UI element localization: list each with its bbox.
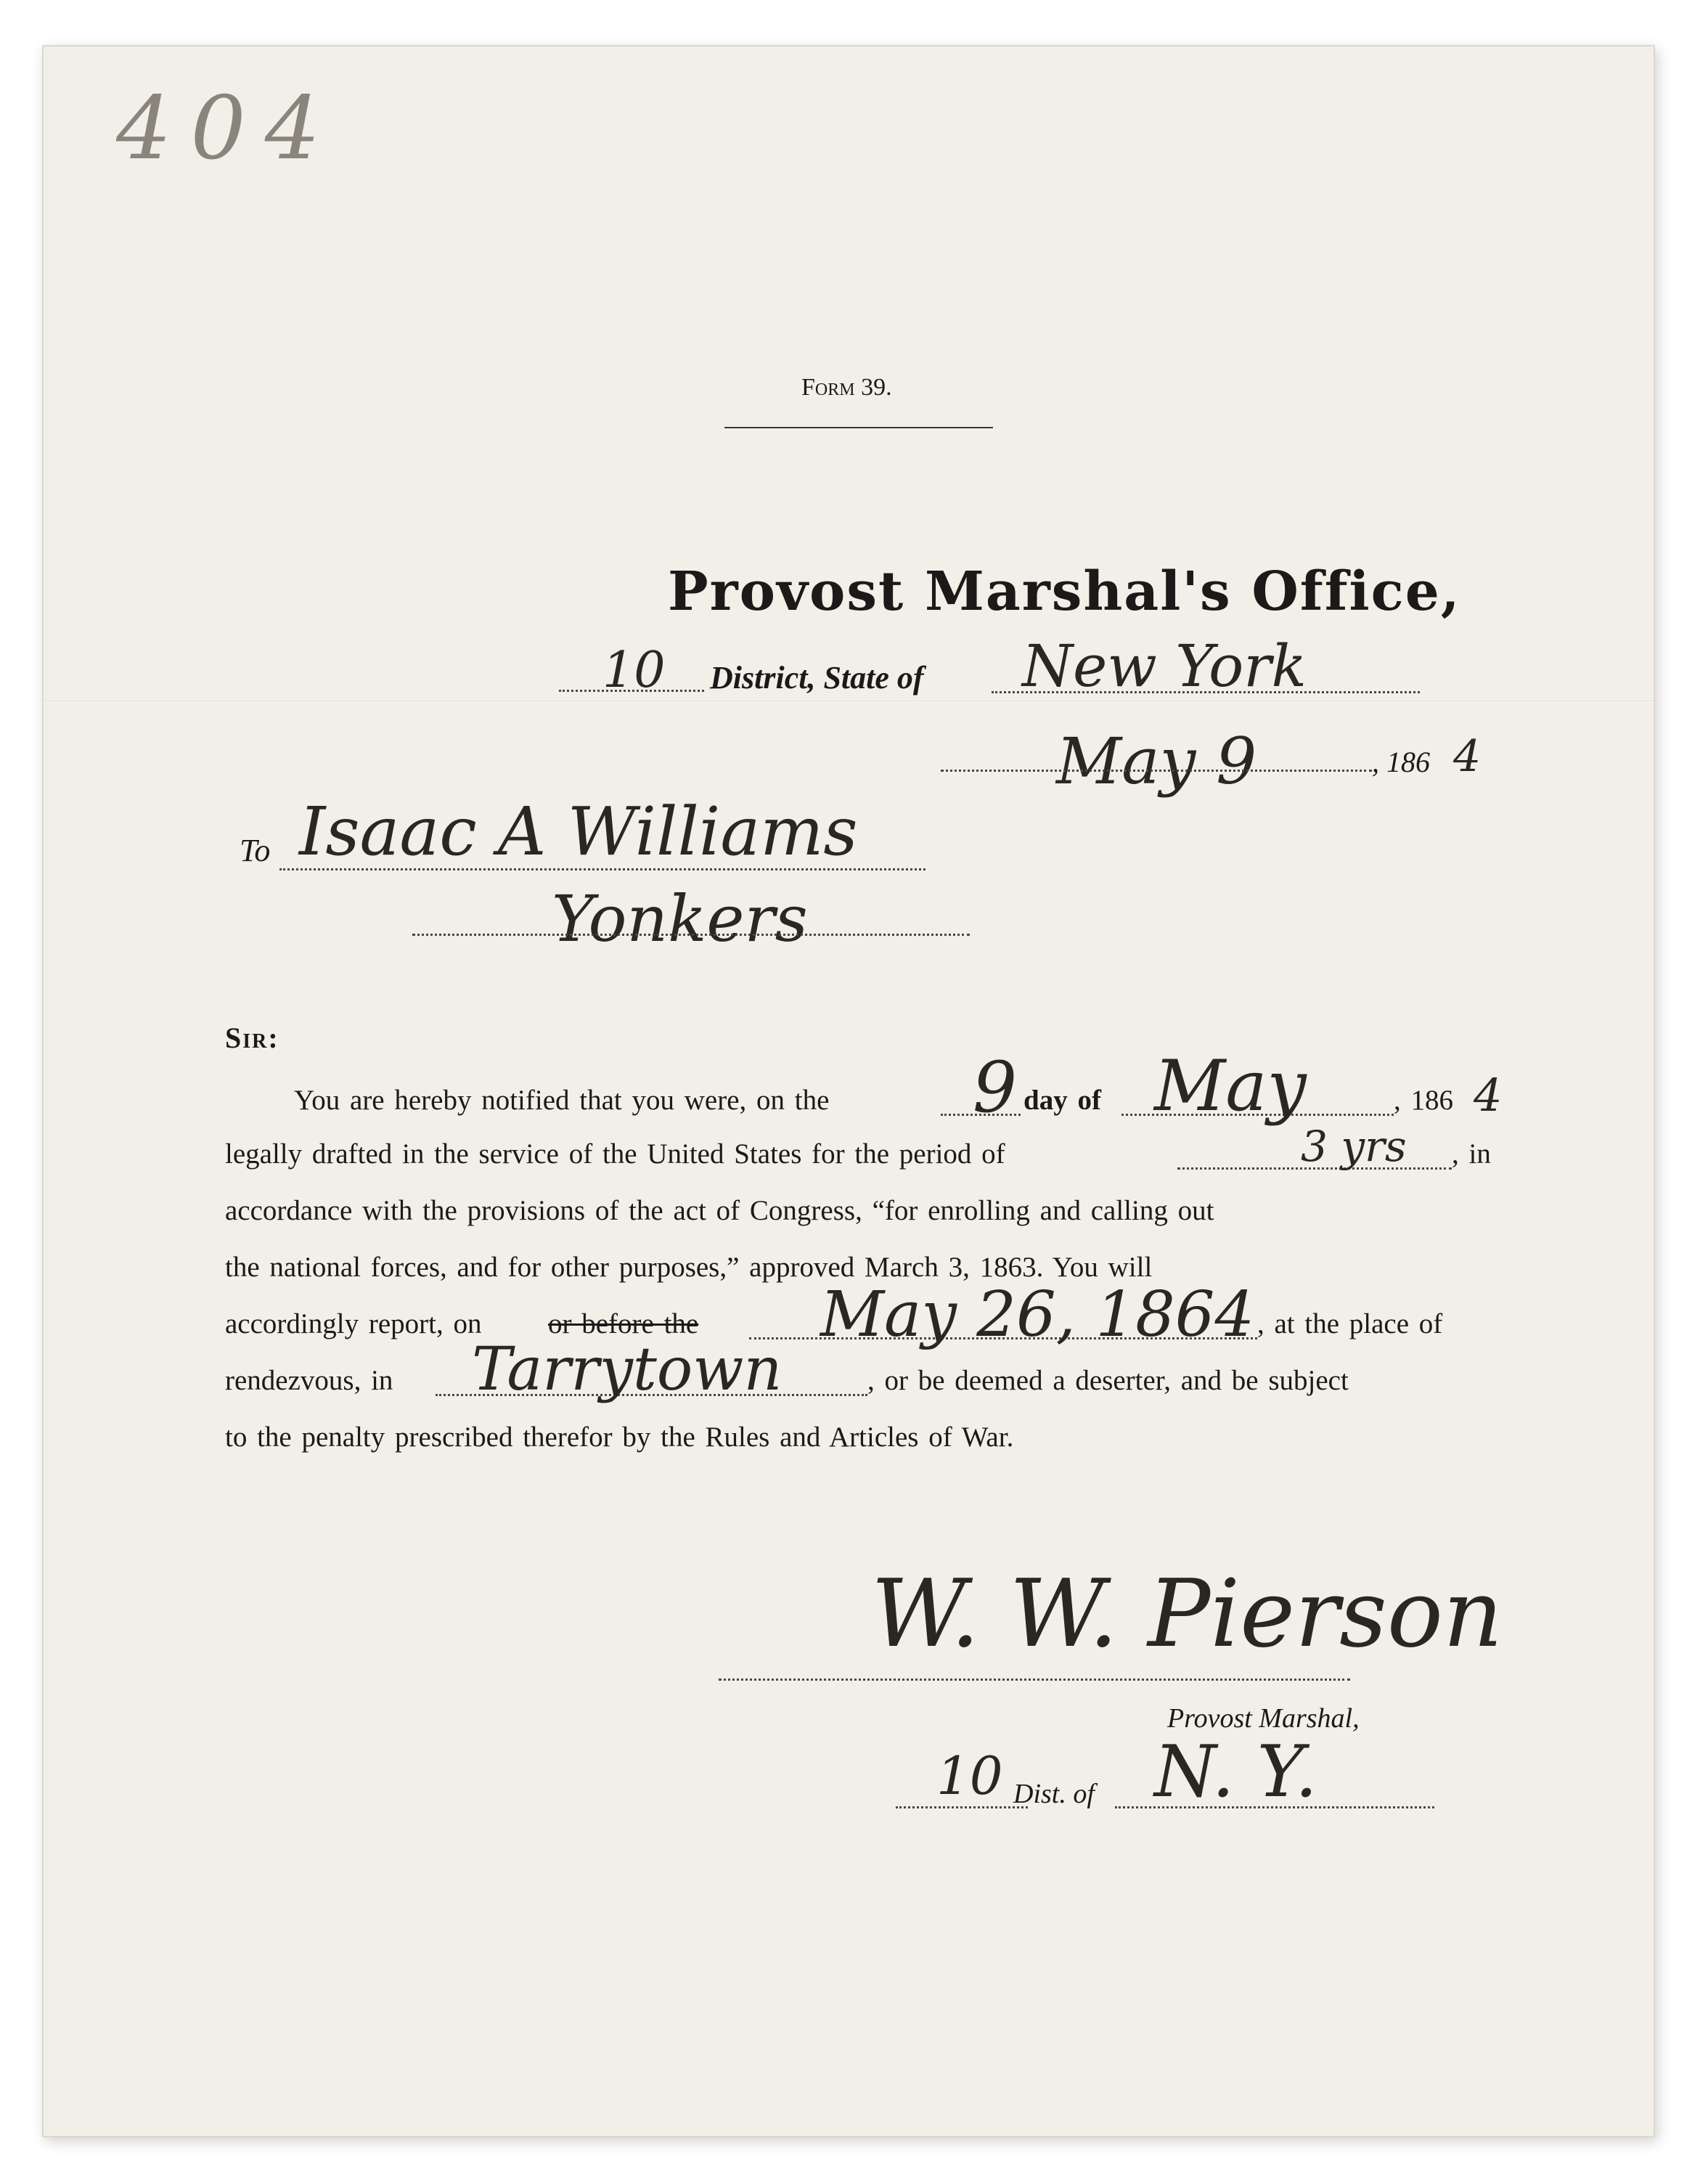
body-line-6a: rendezvous, in xyxy=(225,1365,393,1396)
body-line-4: the national forces, and for other purposes,” approved March 3, 1863. You will xyxy=(225,1252,1153,1283)
district-label: District, State of xyxy=(710,660,924,696)
office-heading: Provost Marshal's Office, xyxy=(668,560,1461,623)
state-name: New York xyxy=(1022,632,1307,700)
body-line-6b: , or be deemed a deserter, and be subject xyxy=(867,1365,1349,1396)
signature-state-line xyxy=(1115,1806,1434,1808)
to-label: To xyxy=(240,833,271,868)
body-line-5a: accordingly report, on xyxy=(225,1308,482,1339)
recipient-town: Yonkers xyxy=(552,881,808,956)
body-line-1b: day of xyxy=(1023,1085,1101,1116)
body-line-2b: , in xyxy=(1452,1138,1491,1170)
recipient-name-line xyxy=(279,868,925,870)
body-line-7: to the penalty prescribed therefor by the Rules and Articles of War. xyxy=(225,1422,1014,1453)
body-line-5-struck: or before the xyxy=(548,1308,699,1339)
archive-number: 404 xyxy=(116,78,340,179)
district-number-line xyxy=(559,690,704,692)
paper-fold-line xyxy=(42,701,1655,703)
signature-state: N. Y. xyxy=(1154,1731,1317,1814)
day-value: 9 xyxy=(973,1047,1018,1128)
dist-label: Dist. of xyxy=(1013,1779,1095,1809)
district-number: 10 xyxy=(602,642,666,699)
date-line xyxy=(941,770,1372,772)
signature-title: Provost Marshal, xyxy=(1167,1703,1360,1734)
header-date: May 9 xyxy=(1056,724,1257,799)
header-year-printed: , 186 xyxy=(1372,746,1430,778)
recipient-name: Isaac A Williams xyxy=(299,793,858,870)
body-line-1c: , 186 xyxy=(1394,1085,1453,1116)
body-line-5b: , at the place of xyxy=(1257,1308,1443,1339)
salutation: Sir: xyxy=(225,1021,279,1054)
month-value: May xyxy=(1154,1045,1307,1127)
signature-line xyxy=(719,1679,1350,1681)
body-line-2a: legally drafted in the service of the United States for the period of xyxy=(225,1138,1005,1170)
report-date: May 26, 1864 xyxy=(820,1278,1255,1351)
form-label: Form 39. xyxy=(801,374,892,401)
form-rule xyxy=(724,427,993,428)
recipient-town-line xyxy=(412,934,970,936)
signature-district-line xyxy=(896,1806,1028,1808)
body-year-written: 4 xyxy=(1474,1069,1503,1122)
signature: W. W. Pierson xyxy=(871,1560,1503,1668)
body-line-1a: You are hereby notified that you were, on the xyxy=(294,1085,830,1116)
signature-district-number: 10 xyxy=(936,1745,1003,1806)
rendezvous-value: Tarrytown xyxy=(472,1335,783,1404)
state-line xyxy=(992,691,1420,693)
period-value: 3 yrs xyxy=(1301,1122,1407,1171)
body-line-3: accordance with the provisions of the act of Congress, “for enrolling and calling out xyxy=(225,1195,1214,1226)
header-year-written: 4 xyxy=(1453,731,1482,782)
